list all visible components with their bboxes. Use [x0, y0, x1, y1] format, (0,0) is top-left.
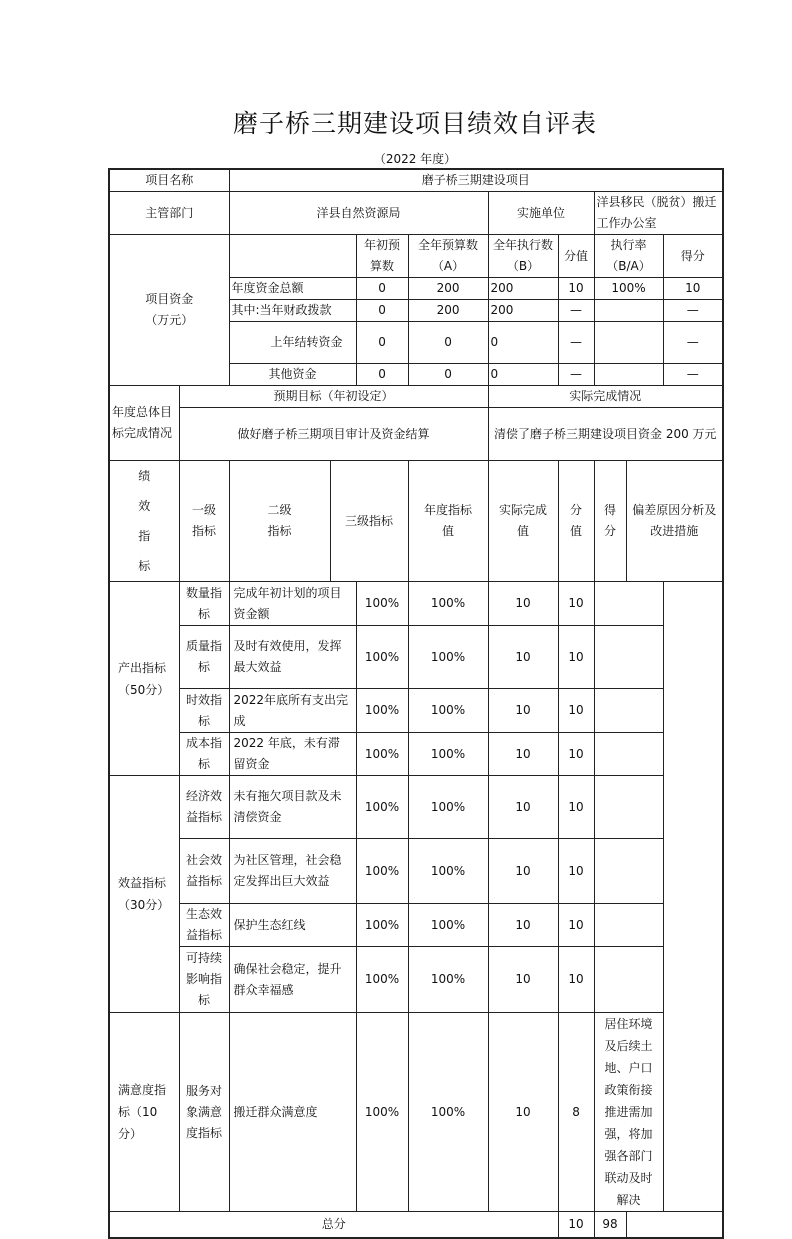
got-score: 10	[558, 582, 594, 626]
col-header: 三级指标	[330, 461, 408, 582]
evaluation-table	[108, 168, 724, 1239]
table-row	[109, 689, 723, 733]
goals-label: 年度总体目标完成情况	[109, 386, 179, 461]
level3-indicator: 及时有效使用，发挥最大效益	[229, 626, 356, 689]
level2-indicator: 成本指标	[179, 733, 229, 776]
cell: —	[558, 300, 594, 322]
deviation-note: 居住环境及后续土地、户口政策衔接推进需加强，将加强各部门联动及时解决	[594, 1013, 663, 1212]
year-subtitle: （2022 年度）	[373, 152, 457, 166]
funds-label: 项目资金（万元）	[109, 235, 229, 386]
score: 10	[488, 776, 558, 839]
got-score: 10	[558, 947, 594, 1013]
got-score: 10	[558, 626, 594, 689]
deviation-note	[594, 582, 663, 626]
cell: —	[663, 300, 723, 322]
level2-indicator: 时效指标	[179, 689, 229, 733]
deviation-note	[594, 733, 663, 776]
level2-indicator: 可持续影响指标	[179, 947, 229, 1013]
cell: 200	[488, 278, 558, 300]
level2-indicator: 数量指标	[179, 582, 229, 626]
target-value: 100%	[356, 626, 408, 689]
target-value: 100%	[356, 1013, 408, 1212]
actual-result: 清偿了磨子桥三期建设项目资金 200 万元	[488, 408, 723, 461]
col-header: 执行率（B/A）	[594, 235, 663, 278]
cell: —	[663, 364, 723, 386]
table-row	[109, 947, 723, 1013]
col-header: 得分	[663, 235, 723, 278]
cell: —	[558, 364, 594, 386]
level3-indicator: 保护生态红线	[229, 904, 356, 947]
cell: 0	[356, 300, 408, 322]
cell	[594, 300, 663, 322]
got-score: 10	[558, 776, 594, 839]
table-row	[109, 733, 723, 776]
level3-indicator: 2022 年底，未有滞留资金	[229, 733, 356, 776]
level1-indicator: 满意度指标（10分）	[109, 1013, 179, 1212]
score: 10	[488, 626, 558, 689]
empty	[229, 235, 356, 278]
cell: —	[663, 322, 723, 364]
deviation-note	[594, 689, 663, 733]
score: 10	[488, 1013, 558, 1212]
deviation-note	[594, 904, 663, 947]
actual-value: 100%	[408, 947, 488, 1013]
level3-indicator: 确保社会稳定，提升群众幸福感	[229, 947, 356, 1013]
col-header: 预期目标（年初设定）	[179, 386, 488, 408]
level2-indicator: 质量指标	[179, 626, 229, 689]
actual-value: 100%	[408, 1013, 488, 1212]
cell: 200	[488, 300, 558, 322]
got-score: 10	[558, 733, 594, 776]
perf-label: 绩效指标	[109, 461, 179, 582]
label: 主管部门	[109, 192, 229, 235]
cell: —	[558, 322, 594, 364]
fund-name: 上年结转资金	[229, 322, 356, 364]
total-label: 总分	[109, 1212, 558, 1238]
level3-indicator: 完成年初计划的项目资金额	[229, 582, 356, 626]
table-row	[109, 1013, 723, 1212]
unit: 洋县移民（脱贫）搬迁工作办公室	[594, 192, 723, 235]
score: 10	[488, 839, 558, 904]
empty	[626, 1212, 723, 1238]
col-header: 偏差原因分析及改进措施	[626, 461, 723, 582]
target-value: 100%	[356, 947, 408, 1013]
cell: 200	[408, 300, 488, 322]
target-value: 100%	[356, 839, 408, 904]
level3-indicator: 为社区管理，社会稳定发挥出巨大效益	[229, 839, 356, 904]
cell: 0	[356, 364, 408, 386]
col-header: 一级指标	[179, 461, 229, 582]
level2-indicator: 经济效益指标	[179, 776, 229, 839]
fund-name: 其他资金	[229, 364, 356, 386]
got-score: 8	[558, 1013, 594, 1212]
cell	[594, 322, 663, 364]
project-name: 磨子桥三期建设项目	[229, 169, 723, 192]
dept: 洋县自然资源局	[229, 192, 488, 235]
table-row	[109, 839, 723, 904]
target-value: 100%	[356, 904, 408, 947]
score: 10	[488, 689, 558, 733]
actual-value: 100%	[408, 582, 488, 626]
table-row	[109, 904, 723, 947]
deviation-note	[594, 839, 663, 904]
col-header: 年初预算数	[356, 235, 408, 278]
score: 10	[488, 582, 558, 626]
actual-value: 100%	[408, 839, 488, 904]
target-value: 100%	[356, 776, 408, 839]
actual-value: 100%	[408, 733, 488, 776]
target-value: 100%	[356, 733, 408, 776]
target-value: 100%	[356, 582, 408, 626]
cell: 0	[488, 322, 558, 364]
level2-indicator: 生态效益指标	[179, 904, 229, 947]
got-score: 10	[558, 904, 594, 947]
actual-value: 100%	[408, 904, 488, 947]
table-row	[109, 776, 723, 839]
level1-indicator: 效益指标（30分）	[109, 776, 179, 1013]
label: 实施单位	[488, 192, 594, 235]
cell: 200	[408, 278, 488, 300]
col-header: 得分	[594, 461, 626, 582]
col-header: 二级指标	[229, 461, 330, 582]
deviation-note	[594, 776, 663, 839]
col-header: 分值	[558, 461, 594, 582]
fund-name: 其中:当年财政拨款	[229, 300, 356, 322]
expected-goal: 做好磨子桥三期项目审计及资金结算	[179, 408, 488, 461]
cell: 10	[663, 278, 723, 300]
cell: 0	[356, 278, 408, 300]
cell: 0	[488, 364, 558, 386]
actual-value: 100%	[408, 689, 488, 733]
cell	[594, 364, 663, 386]
level3-indicator: 搬迁群众满意度	[229, 1013, 356, 1212]
cell: 100%	[594, 278, 663, 300]
level2-indicator: 服务对象满意度指标	[179, 1013, 229, 1212]
deviation-note	[594, 947, 663, 1013]
cell: 10	[558, 278, 594, 300]
col-header: 全年预算数（A）	[408, 235, 488, 278]
col-header: 实际完成情况	[488, 386, 723, 408]
page-title: 磨子桥三期建设项目绩效自评表	[232, 109, 597, 138]
cell: 0	[356, 322, 408, 364]
got-score: 10	[558, 689, 594, 733]
target-value: 100%	[356, 689, 408, 733]
actual-value: 100%	[408, 776, 488, 839]
col-header: 全年执行数（B）	[488, 235, 558, 278]
table-row	[109, 582, 723, 626]
total-row	[109, 1212, 723, 1238]
deviation-note	[594, 626, 663, 689]
label: 项目名称	[109, 169, 229, 192]
level1-indicator: 产出指标（50分）	[109, 582, 179, 776]
level3-indicator: 未有拖欠项目款及未清偿资金	[229, 776, 356, 839]
table-row	[109, 626, 723, 689]
col-header: 分值	[558, 235, 594, 278]
score: 10	[488, 947, 558, 1013]
level3-indicator: 2022年底所有支出完成	[229, 689, 356, 733]
actual-value: 100%	[408, 626, 488, 689]
cell: 0	[408, 364, 488, 386]
col-header: 年度指标值	[408, 461, 488, 582]
cell: 0	[408, 322, 488, 364]
got-score: 10	[558, 839, 594, 904]
total-score: 10	[558, 1212, 594, 1238]
level2-indicator: 社会效益指标	[179, 839, 229, 904]
total-got: 98	[594, 1212, 626, 1238]
col-header: 实际完成值	[488, 461, 558, 582]
score: 10	[488, 733, 558, 776]
score: 10	[488, 904, 558, 947]
fund-name: 年度资金总额	[229, 278, 356, 300]
